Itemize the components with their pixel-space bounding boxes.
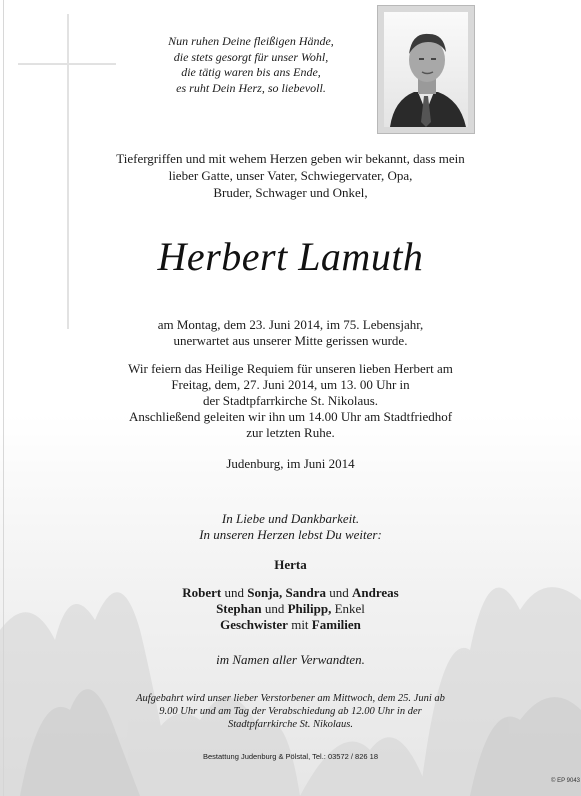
relatives-note: im Namen aller Verwandten. xyxy=(216,652,365,667)
death-info xyxy=(0,317,581,349)
dedication-line: In Liebe und Dankbarkeit. xyxy=(221,511,360,526)
notice-line: Aufgebahrt wird unser lieber Verstorbener am Mittwoch, dem 25. Juni ab xyxy=(136,693,445,704)
poem-line: Nun ruhen Deine fleißigen Hände, xyxy=(168,34,334,48)
connector-text: und xyxy=(326,585,353,600)
requiem-line: der Stadtpfarrkirche St. Nikolaus. xyxy=(202,393,379,408)
family-name: Sonja, Sandra xyxy=(247,585,327,600)
requiem-info xyxy=(0,361,581,441)
deceased-name: Herbert Lamuth xyxy=(157,234,424,279)
portrait-image xyxy=(384,12,468,127)
connector-text: mit xyxy=(287,617,312,632)
death-line: unerwartet aus unserer Mitte gerissen wurde. xyxy=(173,333,408,348)
cross-horizontal-beam xyxy=(18,63,116,65)
family-name: Philipp, xyxy=(287,601,332,616)
print-code: © EP 9043 xyxy=(551,778,580,784)
funeral-home-contact: Bestattung Judenburg & Pölstal, Tel.: 03572 / 826 18 xyxy=(203,752,378,761)
dedication xyxy=(0,511,581,543)
requiem-line: zur letzten Ruhe. xyxy=(246,425,335,440)
family-name: Stephan xyxy=(216,601,262,616)
poem-line: die tätig waren bis ans Ende, xyxy=(181,65,321,79)
portrait-photo xyxy=(377,5,475,134)
place-date: Judenburg, im Juni 2014 xyxy=(226,456,355,471)
family-list xyxy=(0,585,581,633)
notice-line: Stadtpfarrkirche St. Nikolaus. xyxy=(227,719,354,730)
connector-text: Enkel xyxy=(331,601,365,616)
announcement-intro xyxy=(0,150,581,201)
requiem-line: Freitag, dem, 27. Juni 2014, um 13. 00 Uhr in xyxy=(171,377,410,392)
dedication-line: In unseren Herzen lebst Du weiter: xyxy=(199,527,382,542)
notice-line: 9.00 Uhr und am Tag der Verabschiedung ab 12.00 Uhr in der xyxy=(159,706,422,717)
intro-line: Bruder, Schwager und Onkel, xyxy=(213,185,368,200)
death-line: am Montag, dem 23. Juni 2014, im 75. Lebensjahr, xyxy=(157,317,424,332)
widow-name: Herta xyxy=(274,557,307,572)
requiem-line: Wir feiern das Heilige Requiem für unseren lieben Herbert am xyxy=(128,361,453,376)
family-name: Geschwister xyxy=(220,617,288,632)
family-name: Familien xyxy=(311,617,361,632)
viewing-notice xyxy=(0,692,581,731)
family-line-siblings xyxy=(0,617,581,633)
poem-verse xyxy=(120,34,382,96)
connector-text: und xyxy=(221,585,248,600)
family-name: Robert xyxy=(182,585,222,600)
family-name: Andreas xyxy=(352,585,399,600)
intro-line: Tiefergriffen und mit wehem Herzen geben wir bekannt, dass mein xyxy=(116,151,465,166)
requiem-line: Anschließend geleiten wir ihn um 14.00 Uhr am Stadtfriedhof xyxy=(128,409,453,424)
intro-line: lieber Gatte, unser Vater, Schwiegervater, Opa, xyxy=(168,168,413,183)
poem-line: die stets gesorgt für unser Wohl, xyxy=(173,49,329,64)
family-line-children xyxy=(0,585,581,601)
family-line-grandchildren xyxy=(0,601,581,617)
poem-line: es ruht Dein Herz, so liebevoll. xyxy=(176,80,326,95)
connector-text: und xyxy=(261,601,288,616)
